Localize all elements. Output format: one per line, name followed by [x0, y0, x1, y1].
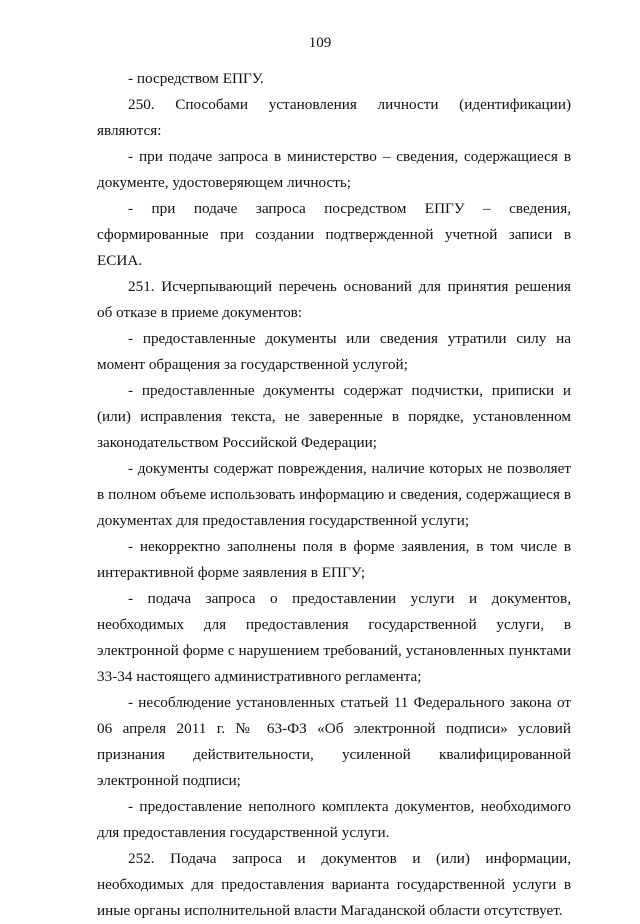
paragraph-252: 252. Подача запроса и документов и (или) информации, необходимых для предоставления варианта государственной услуги в иные органы исполнительной власти Магаданской области отсутствует. — [97, 850, 571, 919]
paragraph-electronic-violation: - подача запроса о предоставлении услуги и документов, необходимых для предоставления государственной услуги, в электронной форме с нарушением требований, установленных пунктами 33-34 настоящего административного регламента; — [97, 590, 571, 685]
paragraph-epgu-request: - при подаче запроса посредством ЕПГУ – сведения, сформированные при создании подтвержденной учетной записи в ЕСИА. — [97, 200, 571, 269]
paragraph-damaged-documents: - документы содержат повреждения, наличие которых не позволяет в полном объеме использовать информацию и сведения, содержащиеся в документах для предоставления государственной услуги; — [97, 460, 571, 529]
paragraph-signature-violation: - несоблюдение установленных статьей 11 Федерального закона от 06 апреля 2011 г. № 63-ФЗ «Об электронной подписи» условий признания действительности, усиленной квалифицированной электронной подписи; — [97, 694, 571, 789]
paragraph-corrections: - предоставленные документы содержат подчистки, приписки и (или) исправления текста, не заверенные в порядке, установленном законодательством Российской Федерации; — [97, 382, 571, 451]
paragraph-incomplete-set: - предоставление неполного комплекта документов, необходимого для предоставления государственной услуги. — [97, 798, 571, 841]
page-number: 109 — [308, 35, 332, 51]
paragraph-expired-documents: - предоставленные документы или сведения утратили силу на момент обращения за государственной услугой; — [97, 330, 571, 373]
paragraph-251-heading: 251. Исчерпывающий перечень оснований для принятия решения об отказе в приеме документов: — [97, 278, 571, 321]
paragraph-epgu-method: - посредством ЕПГУ. — [128, 70, 264, 87]
paragraph-250-heading: 250. Способами установления личности (идентификации) являются: — [97, 96, 571, 139]
document-body — [97, 66, 571, 924]
paragraph-incorrect-fields: - некорректно заполнены поля в форме заявления, в том числе в интерактивной форме заявления в ЕПГУ; — [97, 538, 571, 581]
paragraph-ministry-request: - при подаче запроса в министерство – сведения, содержащиеся в документе, удостоверяющем личность; — [97, 148, 571, 191]
